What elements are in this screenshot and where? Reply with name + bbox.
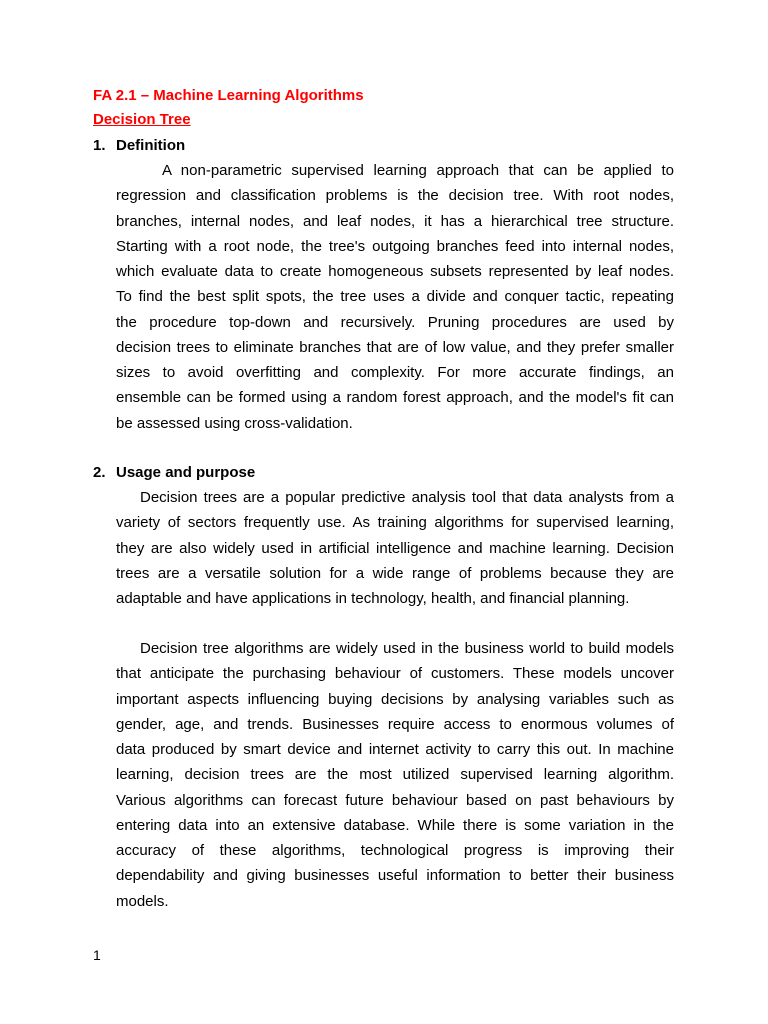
section-heading-definition (93, 137, 185, 154)
paragraph-line: ensemble can be formed using a random forest approach, and the model's fit can (116, 389, 674, 407)
section-number: 1. (93, 137, 106, 154)
paragraph-line: Various algorithms can forecast future behaviour based on past behaviours by (116, 791, 674, 809)
document-title: FA 2.1 – Machine Learning Algorithms (93, 87, 364, 104)
page-number: 1 (93, 947, 101, 963)
section-number: 2. (93, 464, 106, 481)
document-subtitle: Decision Tree (93, 111, 191, 128)
paragraph-line: accuracy of these algorithms, technological progress is improving their (116, 842, 674, 859)
paragraph-line: data produced by smart device and internet activity to carry this out. In machine (116, 741, 674, 758)
paragraph-line: branches, internal nodes, and leaf nodes, it has a hierarchical tree structure. (116, 212, 674, 230)
paragraph-line: Decision tree algorithms are widely used in the business world to build models (140, 640, 674, 657)
paragraph-line: they are also widely used in artificial intelligence and machine learning. Decision (116, 539, 674, 557)
paragraph-line: Decision trees are a popular predictive analysis tool that data analysts from a (140, 489, 674, 506)
paragraph-line: regression and classification problems is the decision tree. With root nodes, (116, 187, 674, 205)
paragraph-line: To find the best split spots, the tree uses a divide and conquer tactic, repeating (116, 288, 674, 306)
paragraph-line: dependability and giving businesses useful information to better their business (116, 867, 674, 885)
paragraph-line: learning, decision trees are the most utilized supervised learning algorithm. (116, 766, 674, 784)
paragraph-line: be assessed using cross-validation. (116, 414, 353, 432)
paragraph-line: which evaluate data to create homogeneous subsets represented by leaf nodes. (116, 263, 674, 280)
paragraph-line: adaptable and have applications in technology, health, and financial planning. (116, 590, 630, 607)
paragraph-line: Starting with a root node, the tree's outgoing branches feed into internal nodes, (116, 237, 674, 255)
paragraph-line: trees are a versatile solution for a wide range of problems because they are (116, 564, 674, 582)
paragraph-line: sizes to avoid overfitting and complexity. For more accurate findings, an (116, 364, 674, 381)
paragraph-definition (116, 158, 674, 436)
section-heading-text: Usage and purpose (116, 464, 256, 481)
section-heading-text: Definition (116, 137, 186, 154)
paragraph-line: gender, age, and trends. Businesses require access to enormous volumes of (116, 715, 674, 733)
paragraph-line: the procedure top-down and recursively. Pruning procedures are used by (116, 313, 674, 331)
paragraph-usage (116, 485, 674, 611)
paragraph-line: decision trees to eliminate branches that are of low value, and they prefer smaller (116, 338, 674, 356)
paragraph-line: variety of sectors frequently use. As training algorithms for supervised learning, (116, 514, 674, 532)
paragraph-business (116, 636, 674, 914)
paragraph-line: that anticipate the purchasing behaviour of customers. These models uncover (116, 665, 674, 683)
paragraph-line: entering data into an extensive database. While there is some variation in the (116, 816, 674, 834)
section-heading-usage (93, 464, 255, 481)
paragraph-line: models. (116, 892, 169, 910)
paragraph-line: important aspects influencing buying decisions by analysing variables such as (116, 690, 674, 708)
paragraph-line: A non-parametric supervised learning approach that can be applied to (162, 162, 674, 179)
